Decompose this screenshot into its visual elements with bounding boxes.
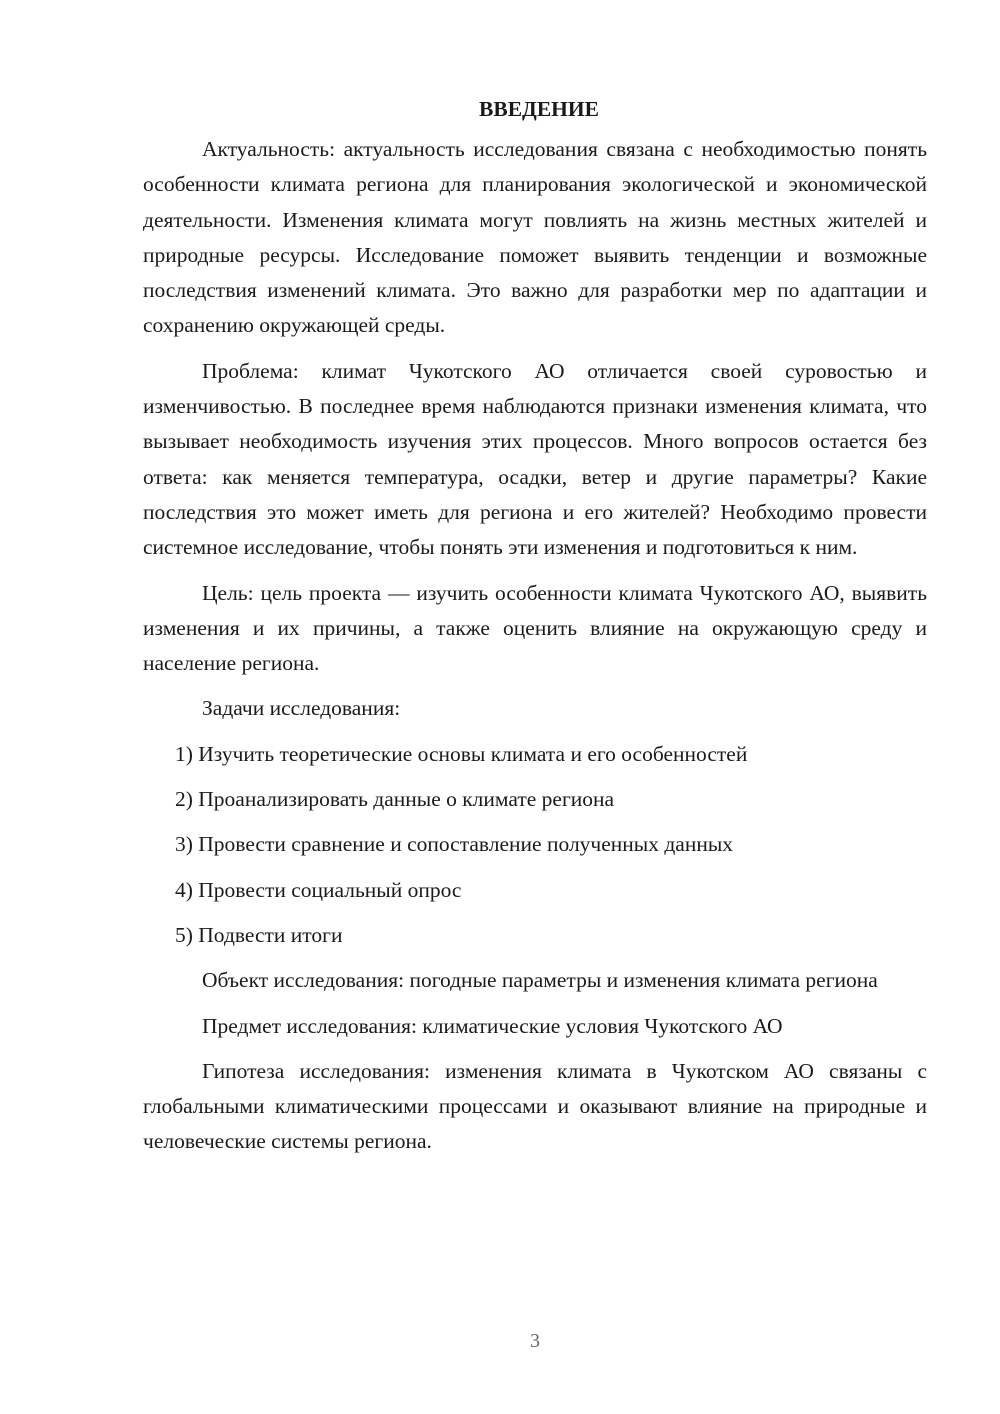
- page-number: 3: [530, 1330, 540, 1352]
- task-item: 4) Провести социальный опрос: [175, 877, 462, 902]
- section-title: ВВЕДЕНИЕ: [479, 97, 599, 121]
- relevance-paragraph: Актуальность: актуальность исследования связана с необходимостью понять особенности климата региона для планирования экологической и экономической деятельности. Изменения климата могут повлиять на жизнь местных жителей и природные ресурсы. Исследование поможет выявить тенденции и возможные последствия изменений климата. Это важно для разработки мер по адаптации и сохранению окружающей среды.: [143, 137, 927, 338]
- subject-paragraph: Предмет исследования: климатические условия Чукотского АО: [202, 1013, 783, 1038]
- task-item: 3) Провести сравнение и сопоставление полученных данных: [175, 832, 734, 857]
- task-item: 5) Подвести итоги: [175, 922, 343, 947]
- problem-paragraph: Проблема: климат Чукотского АО отличается своей суровостью и изменчивостью. В последнее время наблюдаются признаки изменения климата, что вызывает необходимость изучения этих процессов. Много вопросов остается без ответа: как меняется температура, осадки, ветер и другие параметры? Какие последствия это может иметь для региона и его жителей? Необходимо провести системное исследование, чтобы понять эти изменения и подготовиться к ним.: [143, 358, 927, 560]
- goal-paragraph: Цель: цель проекта — изучить особенности климата Чукотского АО, выявить изменения и их причины, а также оценить влияние на окружающую среду и население региона.: [143, 580, 927, 676]
- page-content: [143, 92, 927, 1170]
- hypothesis-paragraph: Гипотеза исследования: изменения климата в Чукотском АО связаны с глобальными климатическими процессами и оказывают влияние на природные и человеческие системы региона.: [143, 1058, 927, 1154]
- task-item: 1) Изучить теоретические основы климата и его особенностей: [175, 741, 748, 766]
- object-paragraph: Объект исследования: погодные параметры и изменения климата региона: [202, 968, 878, 993]
- task-list: [143, 737, 927, 953]
- tasks-heading: Задачи исследования:: [202, 696, 401, 721]
- task-item: 2) Проанализировать данные о климате региона: [175, 787, 615, 812]
